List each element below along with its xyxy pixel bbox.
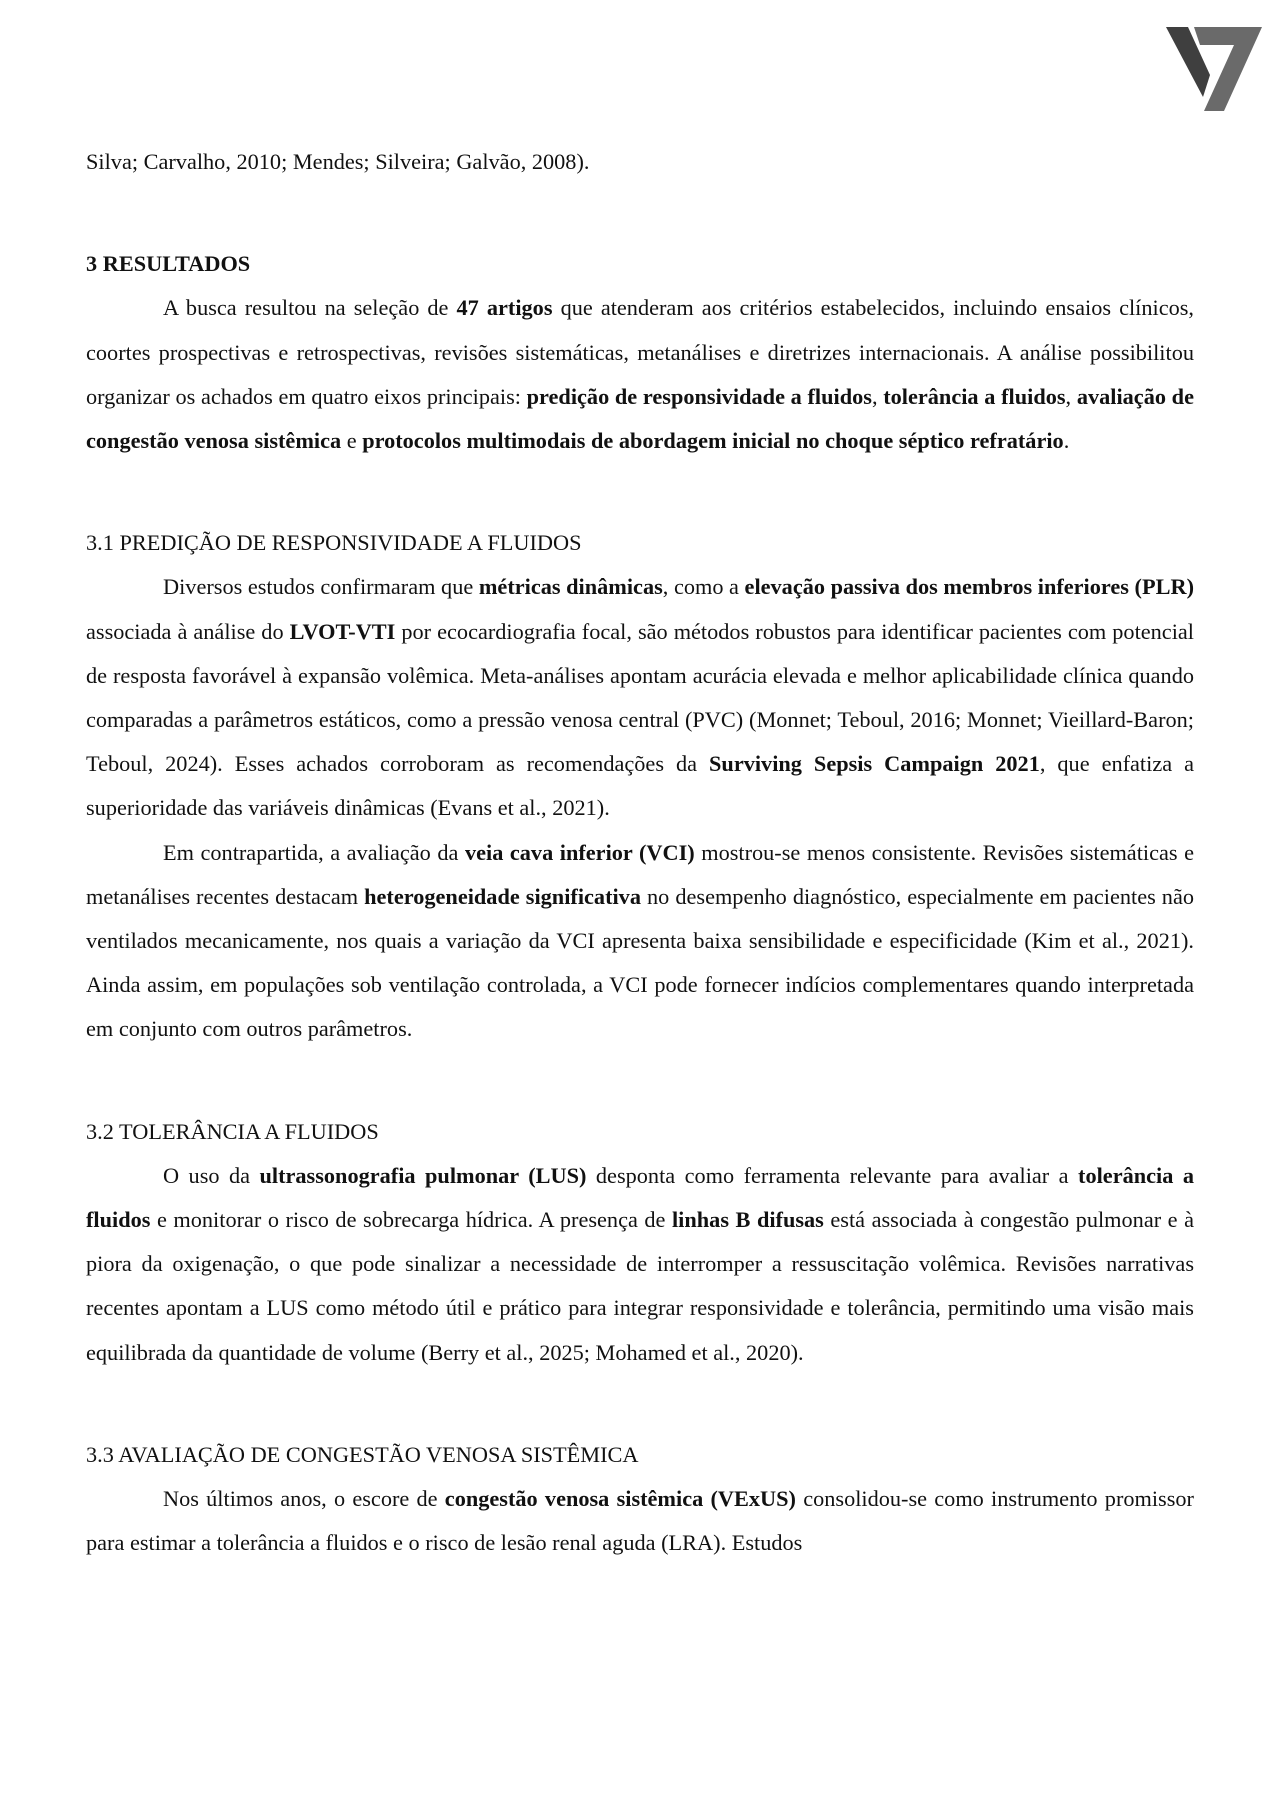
- section-3-1-paragraph-1: [86, 565, 1194, 830]
- text-run: associada à análise do: [86, 618, 290, 644]
- bold-text-run: protocolos multimodais de abordagem inicial no choque séptico refratário: [362, 428, 1064, 454]
- spacer: [86, 463, 1194, 521]
- text-run: mostrou-se menos consistente. Revisões sistemáticas e metanálises recentes destacam: [86, 839, 1194, 909]
- bold-text-run: elevação passiva dos membros inferiores (PLR): [744, 574, 1195, 600]
- text-run: A busca resultou na seleção de: [163, 295, 457, 321]
- text-run: O uso da: [163, 1162, 260, 1188]
- text-run: .: [1063, 428, 1070, 454]
- section-3-3-paragraph: [86, 1477, 1194, 1565]
- text-run: Nos últimos anos, o escore de: [163, 1486, 445, 1512]
- bold-text-run: Surviving Sepsis Campaign 2021: [709, 751, 1040, 777]
- section-3-paragraph: [86, 286, 1194, 463]
- section-3-2-heading: 3.2 TOLERÂNCIA A FLUIDOS: [86, 1118, 379, 1144]
- text-run: ,: [1065, 383, 1077, 409]
- spacer: [86, 1375, 1194, 1433]
- section-3-heading: 3 RESULTADOS: [86, 251, 251, 277]
- text-run: Diversos estudos confirmaram que: [163, 574, 479, 600]
- bold-text-run: tolerância a fluidos: [86, 1162, 1194, 1233]
- spacer: [86, 1052, 1194, 1110]
- bold-text-run: métricas dinâmicas: [478, 574, 663, 600]
- section-3-1-paragraph-2: [86, 831, 1194, 1052]
- text-run: e: [341, 428, 363, 454]
- text-run: ,: [871, 383, 884, 409]
- bold-text-run: avaliação de congestão venosa sistêmica: [86, 383, 1194, 454]
- text-run: e monitorar o risco de sobrecarga hídrica. A presença de: [150, 1207, 672, 1233]
- intro-tail-text: Silva; Carvalho, 2010; Mendes; Silveira; Galvão, 2008).: [86, 149, 590, 174]
- spacer: [86, 184, 1194, 242]
- bold-text-run: tolerância a fluidos: [883, 383, 1066, 409]
- section-3-2-paragraph: [86, 1154, 1194, 1375]
- section-3-1-heading: 3.1 PREDIÇÃO DE RESPONSIVIDADE A FLUIDOS: [86, 530, 582, 556]
- bold-text-run: LVOT-VTI: [289, 618, 396, 644]
- text-run: , que enfatiza a superioridade das variáveis dinâmicas (Evans et al., 2021).: [86, 751, 1194, 821]
- v7-logo-icon: [1166, 27, 1262, 111]
- bold-text-run: congestão venosa sistêmica (VExUS): [444, 1486, 796, 1512]
- text-run: por ecocardiografia focal, são métodos robustos para identificar pacientes com potencial de resposta favorável à expansão volêmica. Meta-análises apontam acurácia elevada e melhor aplicabilidade clínica quando comparadas a parâmetros estáticos, como a pressão venosa central (PVC) (Monnet; Teboul, 2016; Monnet; Vieillard-Baron; Teboul, 2024). Esses achados corroboram as recomendações da: [86, 618, 1194, 777]
- bold-text-run: 47 artigos: [456, 295, 553, 321]
- text-run: está associada à congestão pulmonar e à piora da oxigenação, o que pode sinalizar a necessidade de interromper a ressuscitação volêmica. Revisões narrativas recentes apontam a LUS como método útil e prático para integrar responsividade e tolerância, permitindo uma visão mais equilibrada da quantidade de volume (Berry et al., 2025; Mohamed et al., 2020).: [86, 1207, 1194, 1365]
- v7-logo-svg: [1166, 27, 1262, 111]
- bold-text-run: ultrassonografia pulmonar (LUS): [259, 1162, 587, 1188]
- text-run: no desempenho diagnóstico, especialmente em pacientes não ventilados mecanicamente, nos quais a variação da VCI apresenta baixa sensibilidade e especificidade (Kim et al., 2021). Ainda assim, em populações sob ventilação controlada, a VCI pode fornecer indícios complementares quando interpretada em conjunto com outros parâmetros.: [86, 883, 1194, 1042]
- text-run: que atenderam aos critérios estabelecidos, incluindo ensaios clínicos, coortes prospectivas e retrospectivas, revisões sistemáticas, metanálises e diretrizes internacionais. A análise possibilitou organizar os achados em quatro eixos principais:: [86, 295, 1195, 409]
- text-run: desponta como ferramenta relevante para avaliar a: [586, 1162, 1079, 1188]
- text-run: , como a: [662, 574, 745, 600]
- bold-text-run: heterogeneidade significativa: [364, 883, 641, 909]
- bold-text-run: veia cava inferior (VCI): [464, 839, 695, 865]
- text-run: Em contrapartida, a avaliação da: [163, 839, 465, 865]
- text-run: consolidou-se como instrumento promissor para estimar a tolerância a fluidos e o risco de lesão renal aguda (LRA). Estudos: [86, 1486, 1194, 1556]
- section-3-3-heading: 3.3 AVALIAÇÃO DE CONGESTÃO VENOSA SISTÊMICA: [86, 1441, 639, 1467]
- document-page: [86, 140, 1194, 1565]
- bold-text-run: linhas B difusas: [671, 1207, 824, 1233]
- bold-text-run: predição de responsividade a fluidos: [526, 383, 872, 409]
